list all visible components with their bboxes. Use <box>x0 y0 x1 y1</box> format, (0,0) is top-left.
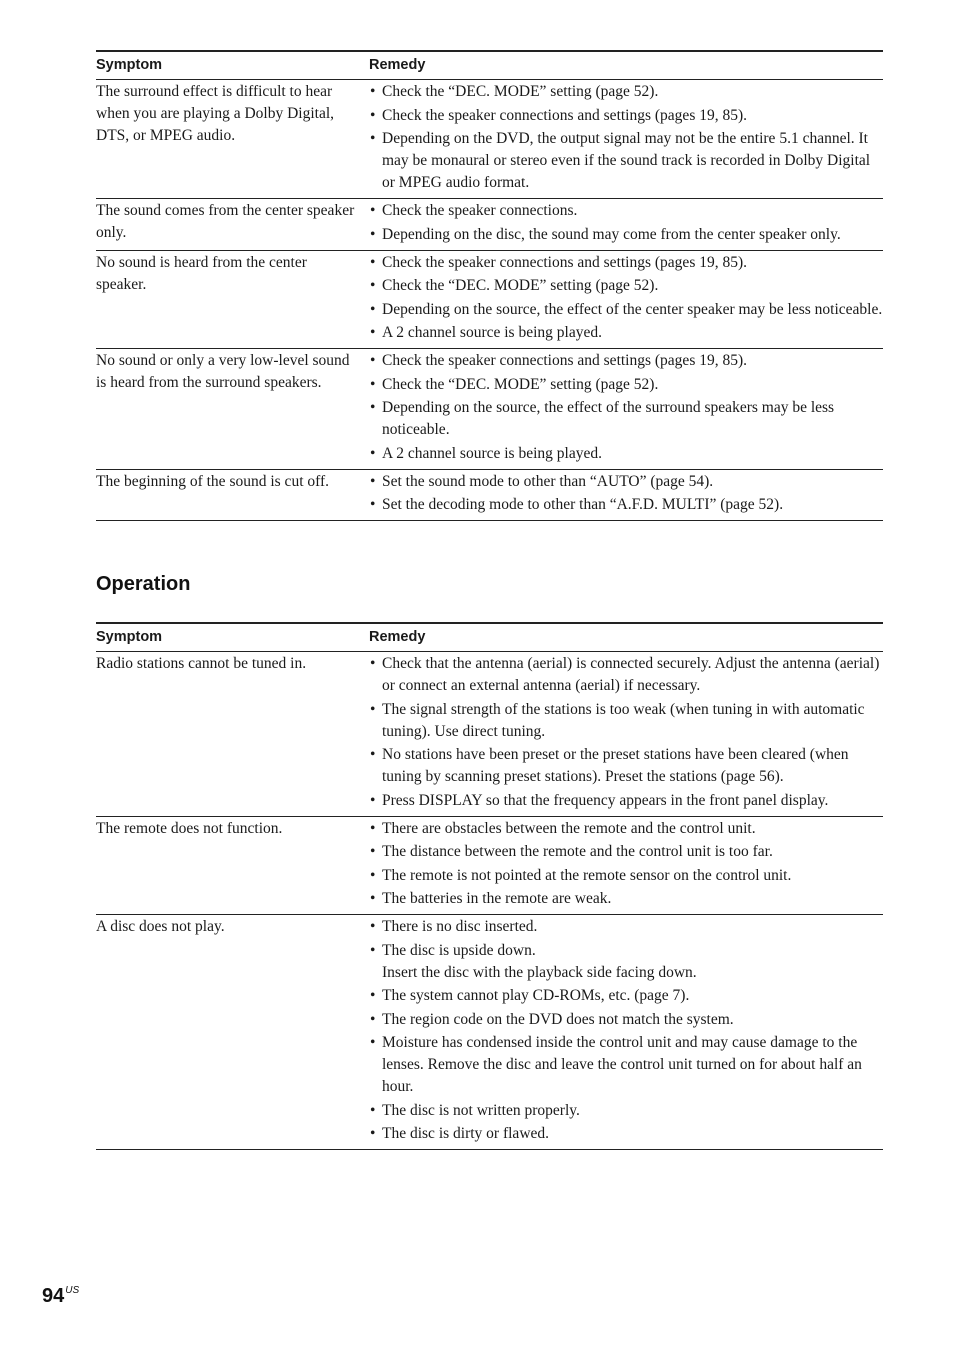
remedy-line: The disc is upside down. <box>382 941 536 959</box>
remedy-item <box>369 1032 883 1098</box>
remedy-line: The system cannot play CD-ROMs, etc. (page 7). <box>382 987 690 1004</box>
remedy-cell <box>369 915 883 1150</box>
remedy-cell <box>369 199 883 251</box>
symptom-column-header: Symptom <box>96 51 369 80</box>
table-row <box>96 349 883 470</box>
remedy-line: No stations have been preset or the preset stations have been cleared (when tuning by scanning preset stations). Preset the stations (page 56). <box>382 746 849 785</box>
remedy-line: A 2 channel source is being played. <box>382 324 602 341</box>
remedy-item <box>369 985 883 1007</box>
remedy-list <box>369 653 883 812</box>
table-row <box>96 652 883 817</box>
remedy-line: Press DISPLAY so that the frequency appears in the front panel display. <box>382 791 829 809</box>
remedy-item <box>369 275 883 297</box>
remedy-line: The remote is not pointed at the remote sensor on the control unit. <box>382 866 792 884</box>
remedy-item <box>369 790 883 812</box>
remedy-line: Check the speaker connections and settings (pages 19, 85). <box>382 253 748 271</box>
remedy-item <box>369 374 883 396</box>
remedy-item <box>369 865 883 887</box>
remedy-line: Set the decoding mode to other than “A.F.D. MULTI” (page 52). <box>382 496 784 513</box>
remedy-item <box>369 322 883 344</box>
remedy-item <box>369 888 883 910</box>
table-row <box>96 915 883 1150</box>
remedy-line: Depending on the disc, the sound may come from the center speaker only. <box>382 225 841 243</box>
remedy-list <box>369 200 883 246</box>
remedy-line: Moisture has condensed inside the control unit and may cause damage to the lenses. Remove the disc and leave the control unit turned on for about half an hour. <box>382 1034 862 1095</box>
remedy-item <box>369 299 883 321</box>
page-number-suffix: US <box>65 1285 80 1296</box>
page-number-value: 94 <box>42 1285 65 1307</box>
remedy-item <box>369 841 883 863</box>
symptom-cell: The remote does not function. <box>96 816 369 915</box>
remedy-line: Depending on the source, the effect of the surround speakers may be less noticeable. <box>382 399 835 438</box>
remedy-line: The batteries in the remote are weak. <box>382 890 612 907</box>
symptom-cell: The beginning of the sound is cut off. <box>96 469 369 521</box>
remedy-line: The disc is dirty or flawed. <box>382 1125 550 1142</box>
remedy-item <box>369 81 883 103</box>
remedy-line: Check the “DEC. MODE” setting (page 52). <box>382 277 659 294</box>
remedy-line: Depending on the DVD, the output signal may not be the entire 5.1 channel. It may be monaural or stereo even if the sound track is recorded in Dolby Digital or MPEG audio format. <box>382 130 871 191</box>
remedy-line: The signal strength of the stations is too weak (when tuning in with automatic tuning). Use direct tuning. <box>382 700 865 740</box>
remedy-list <box>369 252 883 345</box>
remedy-list <box>369 81 883 194</box>
remedy-line: Check the speaker connections. <box>382 202 578 219</box>
remedy-item <box>369 1009 883 1031</box>
table-row <box>96 469 883 521</box>
remedy-item <box>369 494 883 516</box>
remedy-item <box>369 200 883 222</box>
symptom-cell: A disc does not play. <box>96 915 369 1150</box>
symptom-column-header: Symptom <box>96 623 369 652</box>
remedy-line: The region code on the DVD does not match the system. <box>382 1010 734 1028</box>
table-row <box>96 199 883 251</box>
remedy-line: Check the “DEC. MODE” setting (page 52). <box>382 83 659 100</box>
remedy-item <box>369 744 883 788</box>
remedy-item <box>369 916 883 938</box>
remedy-item <box>369 224 883 246</box>
remedy-item <box>369 699 883 743</box>
remedy-cell <box>369 816 883 915</box>
remedy-list <box>369 818 883 911</box>
remedy-item <box>369 1123 883 1145</box>
section-heading-operation: Operation <box>96 573 191 595</box>
remedy-line: Check the “DEC. MODE” setting (page 52). <box>382 375 659 393</box>
remedy-line: There are obstacles between the remote and the control unit. <box>382 819 756 837</box>
table-header-row <box>96 51 883 80</box>
remedy-item <box>369 397 883 441</box>
remedy-cell <box>369 469 883 521</box>
remedy-item <box>369 105 883 127</box>
symptom-cell: No sound is heard from the center speaker. <box>96 250 369 349</box>
troubleshooting-table <box>96 622 883 1150</box>
remedy-item <box>369 1100 883 1122</box>
remedy-cell <box>369 250 883 349</box>
remedy-item <box>369 471 883 493</box>
remedy-line: Check the speaker connections and settings (pages 19, 85). <box>382 106 748 124</box>
remedy-item <box>369 128 883 194</box>
troubleshooting-table <box>96 50 883 521</box>
table-header-row <box>96 623 883 652</box>
table-row <box>96 816 883 915</box>
remedy-item <box>369 940 883 984</box>
table-row <box>96 80 883 199</box>
remedy-cell <box>369 349 883 470</box>
remedy-column-header: Remedy <box>369 623 883 652</box>
remedy-item <box>369 252 883 274</box>
remedy-line: Insert the disc with the playback side facing down. <box>382 963 697 981</box>
remedy-list <box>369 471 883 517</box>
remedy-list <box>369 350 883 465</box>
symptom-cell: The surround effect is difficult to hear when you are playing a Dolby Digital, DTS, or MPEG audio. <box>96 80 369 199</box>
symptom-cell: Radio stations cannot be tuned in. <box>96 652 369 817</box>
remedy-line: Set the sound mode to other than “AUTO” (page 54). <box>382 472 714 490</box>
page-number <box>42 1285 79 1308</box>
symptom-cell: No sound or only a very low-level sound is heard from the surround speakers. <box>96 349 369 470</box>
remedy-line: The distance between the remote and the control unit is too far. <box>382 843 773 860</box>
remedy-cell <box>369 80 883 199</box>
remedy-line: Check the speaker connections and settings (pages 19, 85). <box>382 352 748 369</box>
remedy-item <box>369 443 883 465</box>
remedy-line: There is no disc inserted. <box>382 918 538 935</box>
remedy-list <box>369 916 883 1145</box>
symptom-remedy-table-operation <box>96 622 883 1150</box>
symptom-remedy-table-sound <box>96 50 883 521</box>
remedy-line: Depending on the source, the effect of the center speaker may be less noticeable. <box>382 300 883 318</box>
symptom-cell: The sound comes from the center speaker only. <box>96 199 369 251</box>
remedy-item <box>369 350 883 372</box>
remedy-line: The disc is not written properly. <box>382 1101 580 1119</box>
remedy-column-header: Remedy <box>369 51 883 80</box>
remedy-line: Check that the antenna (aerial) is connected securely. Adjust the antenna (aerial) or connect an external antenna (aerial) if necessary. <box>382 655 880 694</box>
remedy-item <box>369 818 883 840</box>
remedy-item <box>369 653 883 697</box>
table-row <box>96 250 883 349</box>
remedy-line: A 2 channel source is being played. <box>382 444 602 462</box>
remedy-cell <box>369 652 883 817</box>
